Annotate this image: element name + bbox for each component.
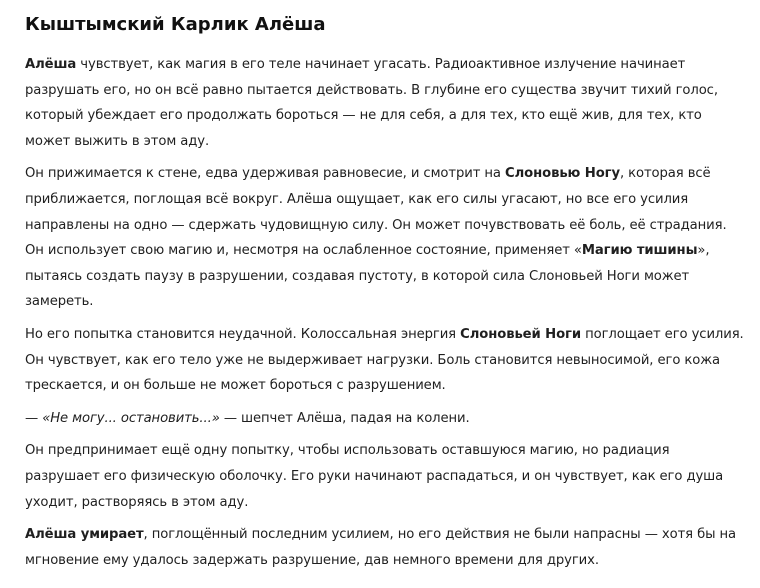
- bold-text: Магию тишины: [581, 243, 698, 259]
- paragraph: [25, 522, 744, 573]
- bold-text: Слоновью Ногу: [505, 166, 620, 182]
- article-body: [25, 52, 744, 573]
- paragraph: [25, 438, 744, 515]
- italic-quote: «Не могу... остановить...»: [42, 410, 220, 426]
- paragraph-text: чувствует, как магия в его теле начинает угасать. Радиоактивное излучение начинает разрушать его, но он всё равно пытается действовать. В глубине его существа звучит тихий голос, который убеждает его продолжать бороться — не для себя, а для тех, кто ещё жив, для тех, кто может выжить в этом аду.: [25, 57, 718, 149]
- paragraph-text: —: [25, 410, 43, 426]
- paragraph-text: , которая всё приближается, поглощая всё вокруг. Алёша ощущает, как его силы угасают, но все его усилия направлены на одно — сдержать чудовищную силу. Он может почувствовать её боль, её страдания. Он использует свою магию и, несмотря на ослабленное состояние, применяет «: [25, 166, 727, 259]
- bold-text: Слоновьей Ноги: [460, 326, 581, 342]
- paragraph-text: Он прижимается к стене, едва удерживая равновесие, и смотрит на: [25, 166, 505, 182]
- bold-text: Алёша: [25, 57, 77, 72]
- paragraph-text: — шепчет Алёша, падая на колени.: [219, 410, 470, 426]
- paragraph: [25, 161, 744, 315]
- paragraph: [25, 322, 744, 399]
- paragraph-text: Но его попытка становится неудачной. Колоссальная энергия: [25, 326, 461, 342]
- bold-text: Алёша умирает: [25, 527, 144, 543]
- paragraph-text: Он предпринимает ещё одну попытку, чтобы использовать оставшуюся магию, но радиация разрушает его физическую оболочку. Его руки начинают распадаться, и он чувствует, как его душа уходит, растворяясь в этом аду.: [25, 443, 724, 510]
- paragraph-text: , поглощённый последним усилием, но его действия не были напрасны — хотя бы на мгновение ему удалось задержать разрушение, дав немного времени для других.: [25, 527, 737, 568]
- article-title: Кыштымский Карлик Алёша: [25, 14, 326, 35]
- paragraph-text: », пытаясь создать паузу в разрушении, создавая пустоту, в которой сила Слоновьей Ноги может замереть.: [25, 243, 710, 310]
- paragraph: [25, 406, 744, 432]
- paragraph-text: поглощает его усилия. Он чувствует, как его тело уже не выдерживает нагрузки. Боль становится невыносимой, его кожа трескается, и он больше не может бороться с разрушением.: [25, 326, 744, 394]
- paragraph: [25, 52, 744, 154]
